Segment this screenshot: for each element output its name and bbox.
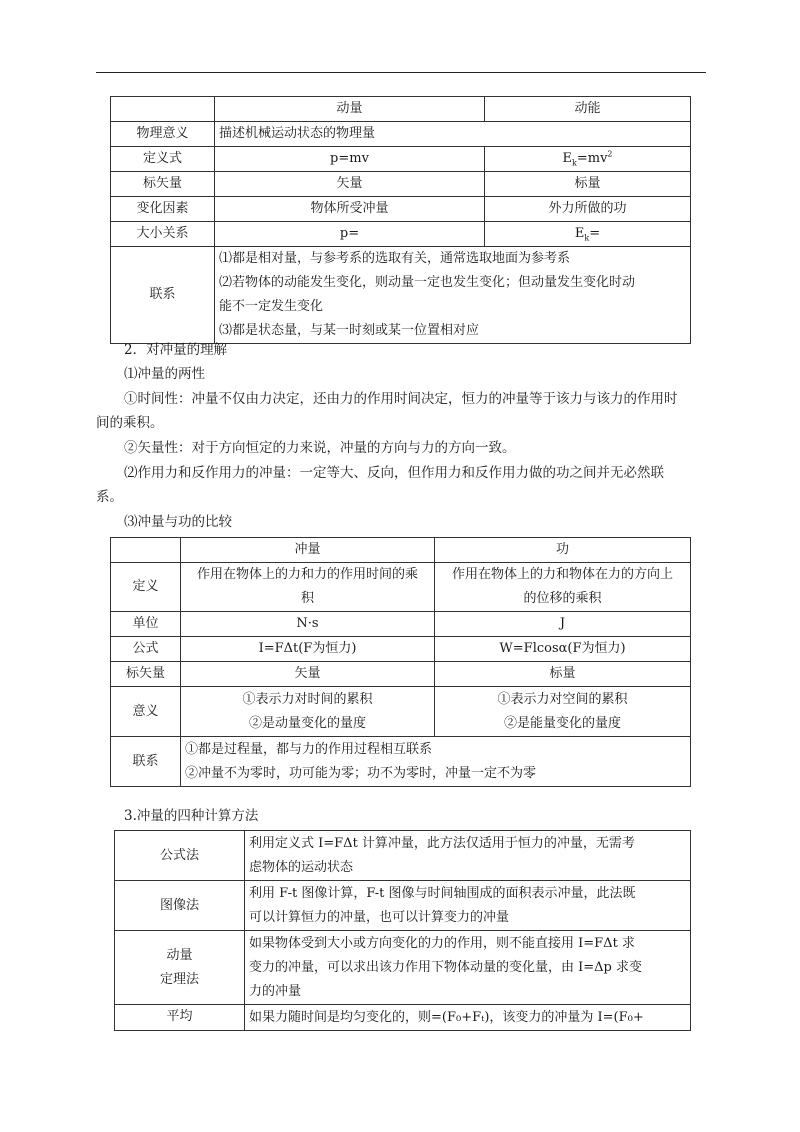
method-average-desc [245,1005,691,1031]
method-label-theorem [115,931,245,1005]
impulse-scalar-vector: 矢量 [181,662,435,687]
work-formula: W=Flcosα(F为恒力) [435,637,691,662]
method-formula-name: 公式法 [159,847,199,863]
vector-property-line: ②矢量性：对于方向恒定的力来说，冲量的方向与力的方向一致。 [124,440,516,456]
work-meaning [435,687,691,737]
work-meaning-line1: ①表示力对空间的累积 [497,691,628,707]
momentum-magnitude: p= [215,222,485,247]
momentum-scalar-vector: 矢量 [215,172,485,197]
section2-sub2-line2: 系。 [96,489,123,505]
method-label-average [115,1005,245,1031]
section2-sub1: ⑴冲量的两性 [124,366,205,382]
relation-line-1: ⑴都是相对量，与参考系的选取有关，通常选取地面为参考系 [219,251,571,266]
impulse-definition-line2: 积 [300,591,314,606]
method-label-graph [115,881,245,931]
header-rule [96,72,706,73]
t2-label-unit: 单位 [111,612,181,637]
energy-definition: $E_k=mv^2$ [485,147,691,172]
time-property-line1: ①时间性：冲量不仅由力决定，还由力的作用时间决定，恒力的冲量等于该力与该力的作用时 [124,391,678,407]
work-unit: J [435,612,691,637]
row-label-change-factor: 变化因素 [111,197,215,222]
impulse-formula: I=FΔt(F为恒力) [181,637,435,662]
method-theorem-name1: 动量 [166,947,193,963]
method-graph-desc [245,881,691,931]
energy-magnitude: $E_k=$ [485,222,691,247]
impulse-definition [181,563,435,612]
method-label-formula [115,831,245,881]
energy-change-factor: 外力所做的功 [485,197,691,222]
impulse-meaning-line1: ①表示力对时间的累积 [242,691,373,707]
table2-header-work: 功 [435,538,691,563]
row-label-meaning: 物理意义 [111,122,215,147]
method-graph-line2: 可以计算恒力的冲量，也可以计算变力的冲量 [249,909,510,925]
table1-header-blank [111,97,215,122]
t2-label-scalar-vector: 标矢量 [111,662,181,687]
momentum-energy-table [110,96,691,344]
impulse-meaning-line2: ②是动量变化的量度 [248,715,366,731]
method-theorem-line3: 力的冲量 [249,983,302,999]
relation-line-2: ⑵若物体的动能发生变化，则动量一定也发生变化；但动量发生变化时动 [219,275,636,290]
impulse-methods-table [114,830,691,1031]
method-graph-name: 图像法 [159,897,199,913]
relation-line-4: ⑶都是状态量，与某一时刻或某一位置相对应 [219,323,480,338]
t2-label-formula: 公式 [111,637,181,662]
relation-content [215,247,691,344]
work-meaning-line2: ②是能量变化的量度 [503,715,621,731]
method-formula-line2: 虑物体的运动状态 [249,859,354,875]
momentum-change-factor: 物体所受冲量 [215,197,485,222]
t2-relation-content [181,737,691,787]
momentum-definition: p=mv [215,147,485,172]
work-definition [435,563,691,612]
t2-label-relation: 联系 [111,737,181,787]
row-label-scalar-vector: 标矢量 [111,172,215,197]
work-definition-line2: 的位移的乘积 [523,591,602,606]
row-label-relation: 联系 [111,247,215,344]
impulse-definition-line1: 作用在物体上的力和力的作用时间的乘 [196,567,418,582]
table2-header-impulse: 冲量 [181,538,435,563]
method-average-line1: 如果力随时间是均匀变化的，则=(F₀+Fₜ)，该变力的冲量为 I=(F₀+ [249,1009,644,1025]
work-definition-line1: 作用在物体上的力和物体在力的方向上 [451,567,673,582]
method-graph-line1: 利用 F-t 图像计算，F-t 图像与时间轴围成的面积表示冲量，此法既 [249,885,636,901]
row-label-definition: 定义式 [111,147,215,172]
method-theorem-line2: 变力的冲量，可以求出该力作用下物体动量的变化量，由 I=Δp 求变 [249,959,643,975]
method-theorem-name2: 定理法 [159,971,199,987]
meaning-value: 描述机械运动状态的物理量 [215,122,691,147]
method-formula-desc [245,831,691,881]
t2-relation-line1: ①都是过程量，都与力的作用过程相互联系 [185,741,433,757]
table1-header-momentum: 动量 [215,97,485,122]
energy-scalar-vector: 标量 [485,172,691,197]
method-formula-line1: 利用定义式 I=FΔt 计算冲量，此方法仅适用于恒力的冲量，无需考 [249,835,635,851]
t2-label-definition: 定义 [111,563,181,612]
table2-header-blank [111,538,181,563]
method-theorem-line1: 如果物体受到大小或方向变化的力的作用，则不能直接用 I=FΔt 求 [249,935,635,951]
method-average-name: 平均 [166,1009,193,1024]
time-property-line2: 间的乘积。 [96,415,164,431]
relation-line-3: 能不一定发生变化 [219,299,324,314]
t2-relation-line2: ②冲量不为零时，功可能为零；功不为零时，冲量一定不为零 [185,765,537,781]
section2-heading: 2．对冲量的理解 [124,342,228,358]
row-label-magnitude: 大小关系 [111,222,215,247]
method-theorem-desc [245,931,691,1005]
work-scalar-vector: 标量 [435,662,691,687]
section2-sub2-line1: ⑵作用力和反作用力的冲量：一定等大、反向，但作用力和反作用力做的功之间并无必然联 [124,465,664,481]
section3-heading: 3.冲量的四种计算方法 [124,808,259,824]
impulse-unit: N·s [181,612,435,637]
table1-header-energy: 动能 [485,97,691,122]
impulse-meaning [181,687,435,737]
impulse-work-table [110,537,691,787]
t2-label-meaning: 意义 [111,687,181,737]
section2-sub3: ⑶冲量与功的比较 [124,514,232,530]
